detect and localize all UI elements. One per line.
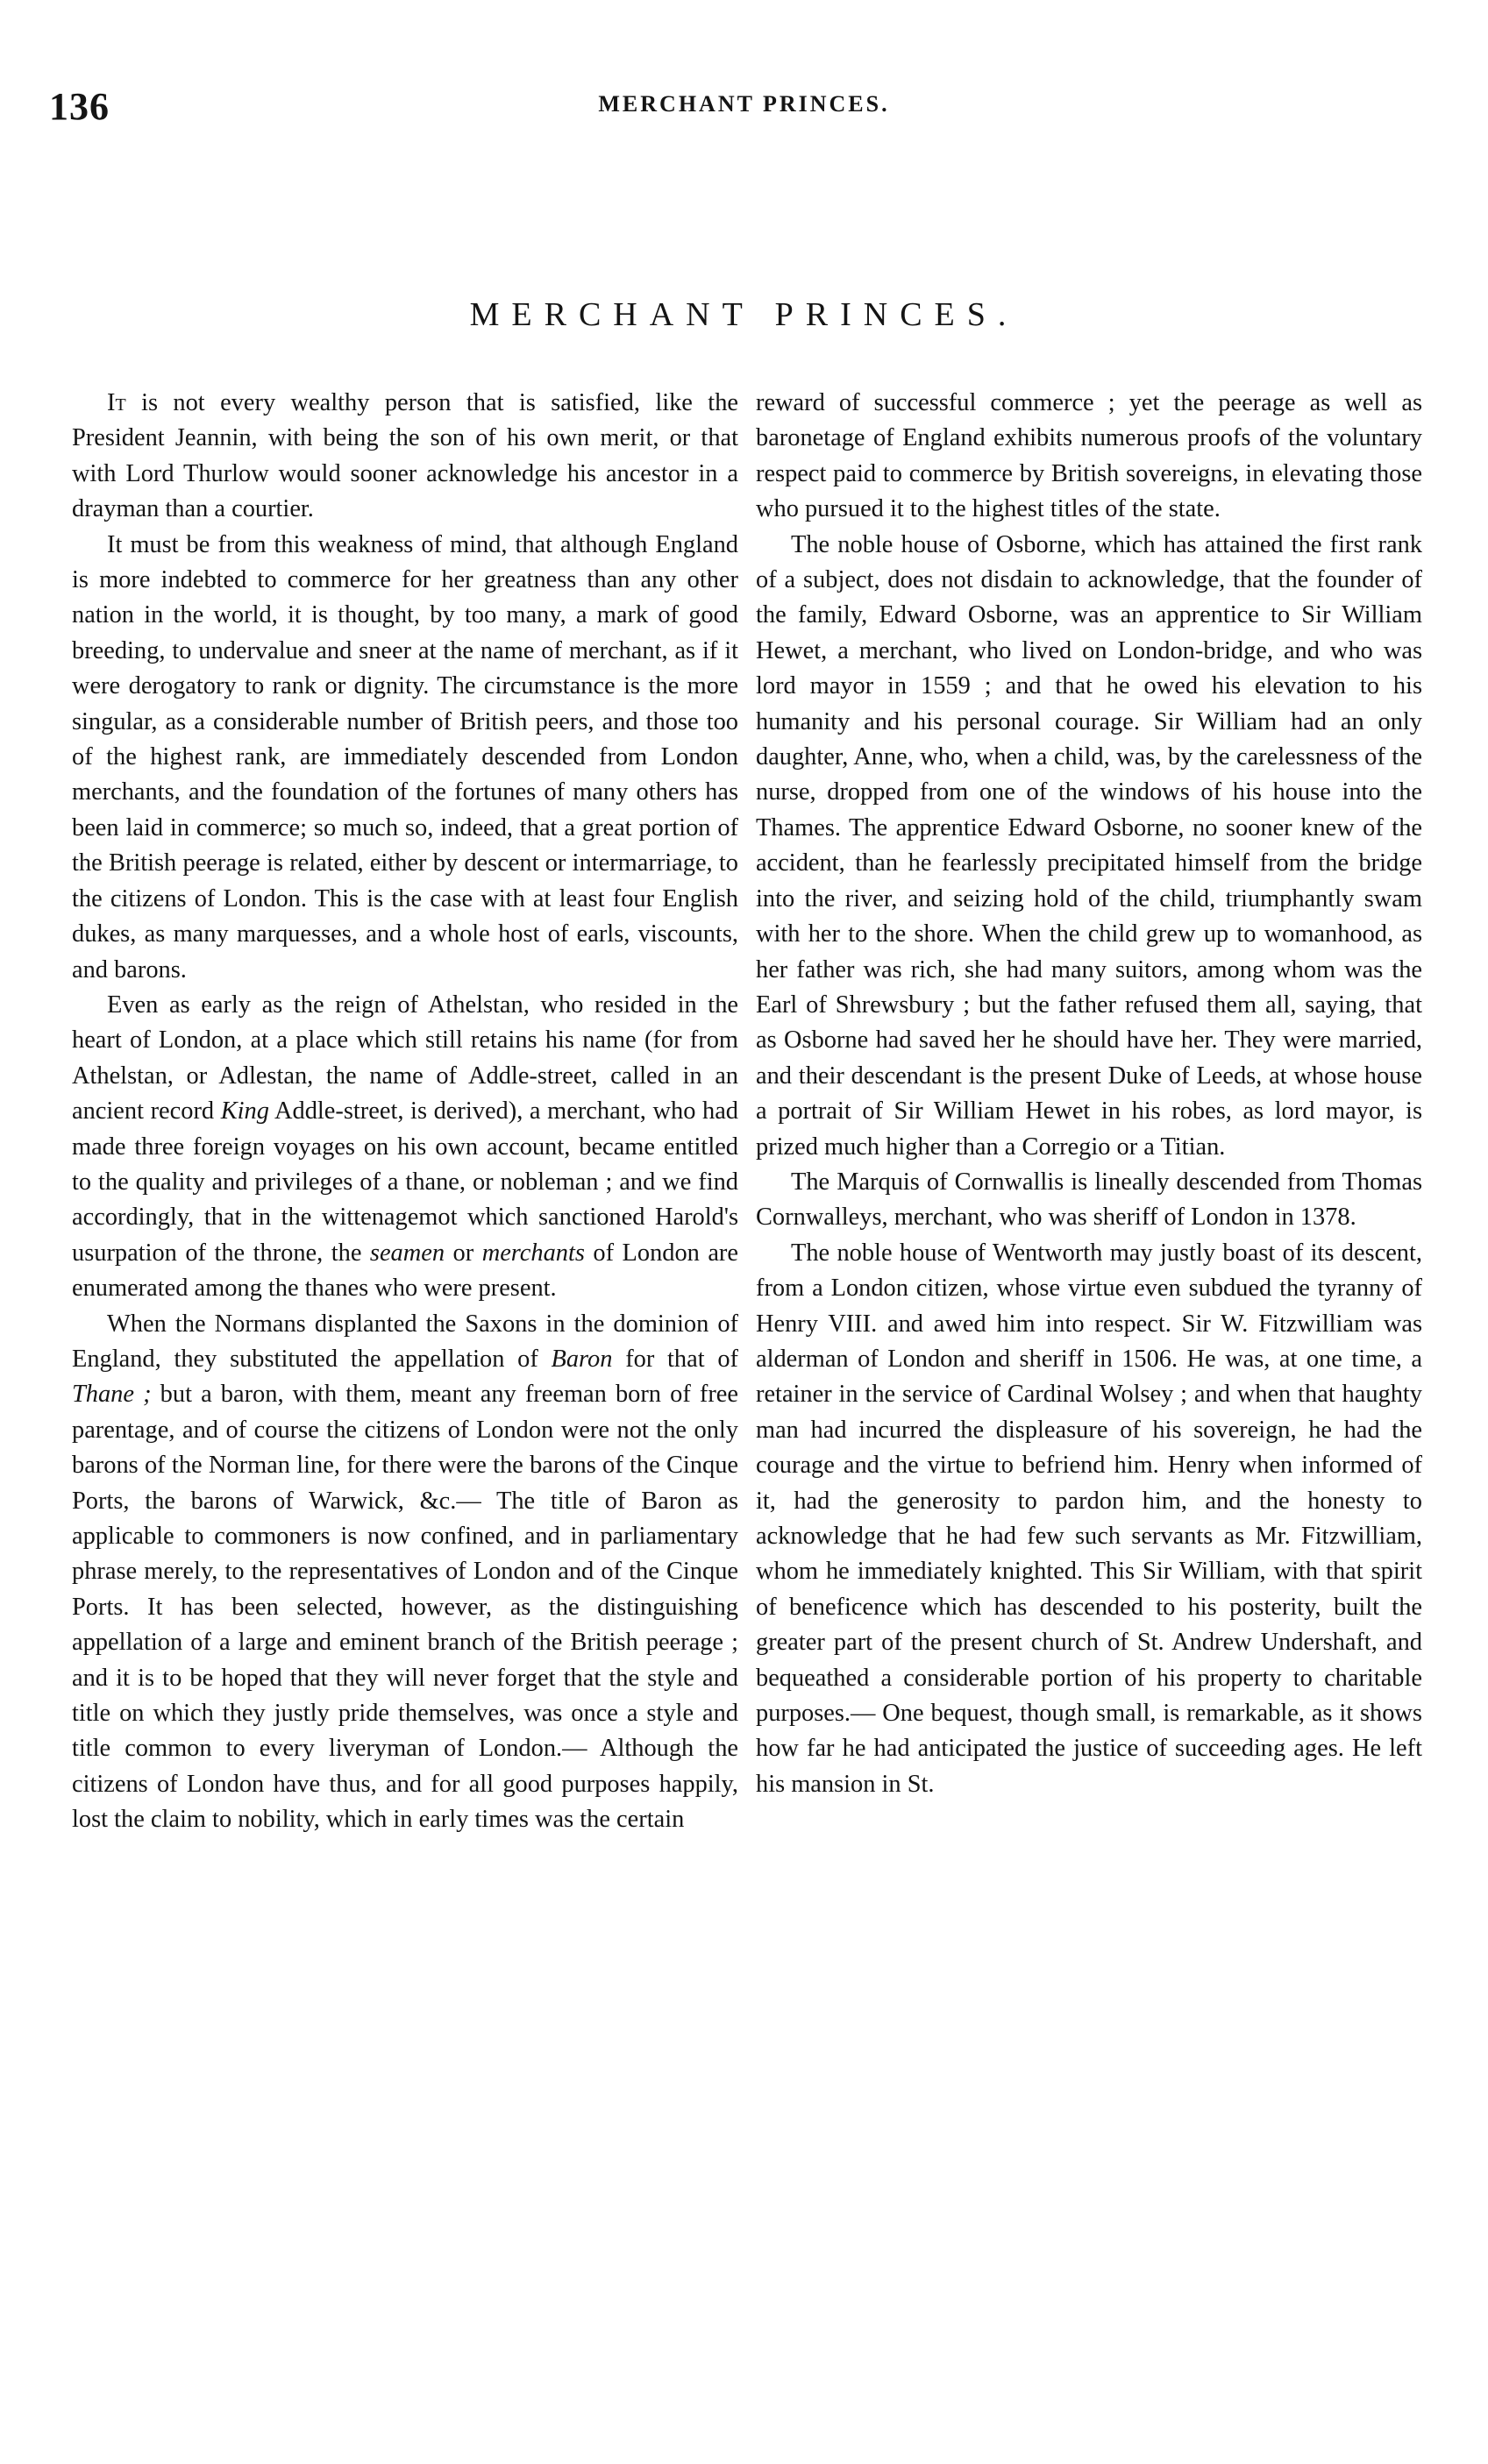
drop-word: It: [107, 389, 126, 416]
paragraph-continued: reward of successful commerce ; yet the peerage as well as baronetage of England exhibits numerous proofs of the voluntary respect paid to commerce by British sovereigns, in elevating those who pursued it to the highest titles of the state.: [756, 389, 1422, 523]
paragraph-thurlow: It is not every wealthy person that is satisfied, like the President Jeannin, with being the son of his own merit, or that with Lord Thurlow would sooner acknowledge his ancestor in a drayman than a courtier.: [72, 389, 738, 523]
paragraph-wentworth: The noble house of Wentworth may justly boast of its descent, from a London citizen, whose virtue even subdued the tyranny of Henry VIII. and awed him into respect. Sir W. Fitzwilliam was alderman of London and sheriff in 1506. He was, at one time, a retainer in the service of Cardinal Wolsey ; and when that haughty man had incurred the displeasure of his sovereign, he had the courage and the virtue to befriend him. Henry when informed of it, had the generosity to pardon him, and the honesty to acknowledge that he had few such servants as Mr. Fitzwilliam, whom he immediately knighted. This Sir William, with that spirit of beneficence which has descended to his posterity, built the greater part of the present church of St. Andrew Undershaft, and bequeathed a considerable portion of his property to charitable purposes.— One bequest, though small, is remarkable, as it shows how far he had anticipated the justice of succeeding ages. He left his mansion in St.: [756, 1239, 1422, 1798]
running-title: MERCHANT PRINCES.: [598, 91, 890, 117]
paragraph-weakness-of-mind: It must be from this weakness of mind, that although England is more indebted to commerce for her greatness than any other nation in the world, it is thought, by too many, a mark of good breeding, to undervalue and sneer at the name of merchant, as if it were derogatory to rank or dignity. The circumstance is the more singular, as a considerable number of British peers, and those too of the highest rank, are immediately descended from London merchants, and the foundation of the fortunes of many others has been laid in commerce; so much so, indeed, that a great portion of the British peerage is related, either by descent or intermarriage, to the citizens of London. This is the case with at least four English dukes, as many marquesses, and a whole host of earls, viscounts, and barons.: [72, 530, 738, 983]
paragraph-athelstan: Even as early as the reign of Athelstan, who resided in the heart of London, at a place which still retains his name (for from Athelstan, or Adlestan, the name of Addle-street, called in an ancient record King Addle-street, is derived), a merchant, who had made three foreign voyages on his own account, became entitled to the quality and privileges of a thane, or nobleman ; and we find accordingly, that in the wittenagemot which sanctioned Harold's usurpation of the throne, the seamen or merchants of London are enumerated among the thanes who were present.: [72, 991, 739, 1303]
article-title: MERCHANT PRINCES.: [469, 296, 1019, 334]
paragraph-normans: When the Normans displanted the Saxons in the dominion of England, they substituted the appellation of Baron for that of Thane ; but a baron, with them, meant any freeman born of free parentage, and of course the citizens of London were not the only barons of the Norman line, for there were the barons of the Cinque Ports, the barons of Warwick, &c.— The title of Baron as applicable to commoners is now confined, and in parliamentary phrase merely, to the representatives of London and of the Cinque Ports. It has been selected, however, as the distinguishing appellation of a large and eminent branch of the British peerage ; and it is to be hoped that they will never forget that the style and title on which they justly pride themselves, was once a style and title common to every liveryman of London.— Although the citizens of London have thus, and for all good purposes happily, lost the claim to nobility, which in early times was the certain: [72, 1310, 739, 1834]
running-head: [0, 84, 1488, 137]
paragraph-cornwallis: The Marquis of Cornwallis is lineally descended from Thomas Cornwalleys, merchant, who was sheriff of London in 1378.: [756, 1168, 1422, 1232]
page-number: 136: [49, 85, 110, 128]
right-column: [756, 386, 1422, 1802]
left-column: [72, 386, 738, 1838]
paragraph-osborne: The noble house of Osborne, which has attained the first rank of a subject, does not disdain to acknowledge, that the founder of the family, Edward Osborne, was an apprentice to Sir William Hewet, a merchant, who lived on London-bridge, and who was lord mayor in 1559 ; and that he owed his elevation to his humanity and his personal courage. Sir William had an only daughter, Anne, who, when a child, was, by the carelessness of the nurse, dropped from one of the windows of his house into the Thames. The apprentice Edward Osborne, no sooner knew of the accident, than he fearlessly precipitated himself from the bridge into the river, and seizing hold of the child, triumphantly swam with her to the shore. When the child grew up to womanhood, as her father was rich, she had many suitors, among whom was the Earl of Shrewsbury ; but the father refused them all, saying, that as Osborne had saved her he should have her. They were married, and their descendant is the present Duke of Leeds, at whose house a portrait of Sir William Hewet in his robes, as lord mayor, is prized much higher than a Corregio or a Titian.: [756, 530, 1422, 1161]
